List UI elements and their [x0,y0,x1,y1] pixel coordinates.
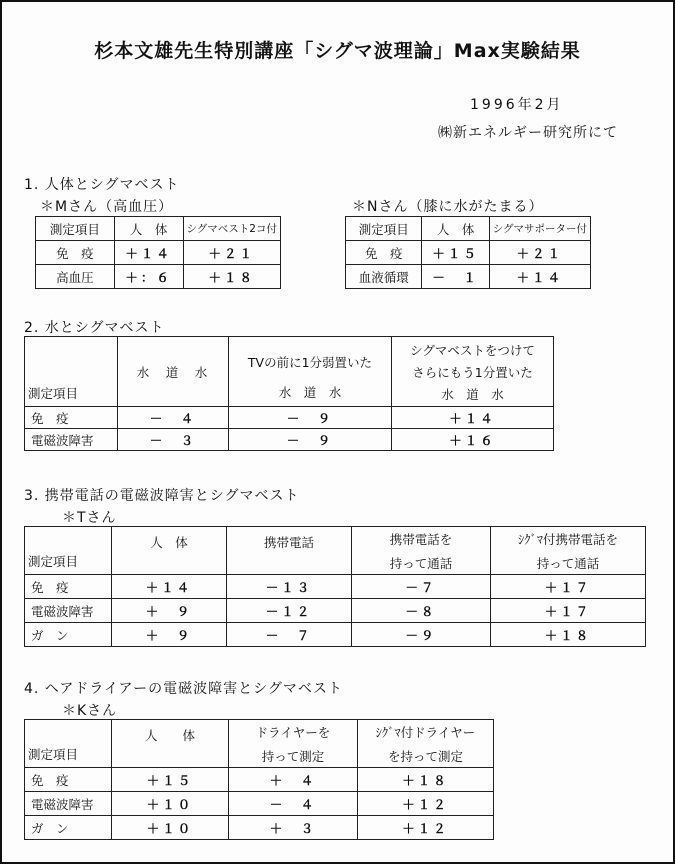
header-sigma-water [392,337,554,407]
header-item: 測定項目 [25,337,118,407]
table-row [346,241,591,265]
value-cell: ＋１０ [112,816,229,840]
header-item: 測定項目 [25,720,112,768]
header-sigma-dryer-line2: を持って測定 [387,748,463,764]
header-sigma-phone-line1: ｼｸﾞﾏ付携帯電話を [517,531,618,547]
value-cell: ＋１５ [422,241,489,265]
value-cell: －９ [352,623,491,647]
header-cell: 人 体 [422,217,489,241]
table-header-row [25,720,494,768]
value-cell: － ４ [118,407,229,429]
header-sigma-dryer [358,720,494,768]
value-cell: ＋１４ [489,265,590,289]
section3-subject: ＊Tさん [62,510,117,526]
value-cell: ＋１４ [392,407,554,429]
row-label: ガ ン [25,816,112,840]
section3-table [24,526,646,647]
row-label: 免 疫 [25,768,112,792]
row-label: 免 疫 [346,241,422,265]
table-row [36,265,281,289]
table-row [25,816,494,840]
value-cell: ＋１７ [491,575,646,599]
section1-subject-m: ＊Mさん（高血圧） [40,199,174,215]
header-dryer [229,720,358,768]
header-phone-call-line1: 携帯電話を [389,531,453,547]
table-header-row [25,527,646,575]
section4-subject: ＊Kさん [62,703,118,719]
row-label: 電磁波障害 [25,429,118,451]
section4-heading: 4. ヘアドライアーの電磁波障害とシグマベスト [24,681,343,697]
date-text: 1996年2月 [470,97,564,113]
value-cell: － ４ [229,792,358,816]
value-cell: － １ [422,265,489,289]
value-cell: ＋１５ [112,768,229,792]
value-cell: ＋ ３ [229,816,358,840]
value-cell: －８ [352,599,491,623]
row-label: 免 疫 [36,241,115,265]
row-label: 電磁波障害 [25,599,112,623]
value-cell: ＋ ９ [112,599,227,623]
value-cell: ＋：６ [114,265,183,289]
header-cell: シグマサポーター付 [489,217,590,241]
header-tv-line1: TVの前に1分弱置いた [247,354,373,370]
value-cell: － ９ [229,429,392,451]
header-tv-line2: 水 道 水 [278,384,342,400]
header-phone-call [352,527,491,575]
table-header-row [25,337,554,407]
header-body: 人 体 [112,527,227,575]
page-title: 杉本文雄先生特別講座「シグマ波理論」Max実験結果 [94,40,581,62]
value-cell: ＋２１ [489,241,590,265]
value-cell: ＋ ４ [229,768,358,792]
header-tapwater: 水 道 水 [118,337,229,407]
header-cell: 人 体 [114,217,183,241]
row-label: 電磁波障害 [25,792,112,816]
header-tv-water [229,337,392,407]
table-header-row [36,217,281,241]
value-cell: －１２ [227,599,352,623]
row-label: ガ ン [25,623,112,647]
section1-table-n [345,216,591,289]
value-cell: ＋２１ [183,241,280,265]
value-cell: ＋１４ [114,241,183,265]
section2-heading: 2. 水とシグマベスト [24,320,165,336]
header-sigma-line1: シグマベストをつけて [410,342,535,358]
header-sigma-phone-line2: 持って通話 [536,555,600,571]
header-cell: 測定項目 [36,217,115,241]
value-cell: ＋１４ [112,575,227,599]
value-cell: ＋１６ [392,429,554,451]
value-cell: ＋１８ [491,623,646,647]
value-cell: ＋ ９ [112,623,227,647]
section1-table-m [35,216,281,289]
row-label: 血液循環 [346,265,422,289]
value-cell: － ３ [118,429,229,451]
value-cell: ＋１２ [358,792,494,816]
table-row [346,265,591,289]
header-body: 人 体 [112,720,229,768]
header-phone: 携帯電話 [227,527,352,575]
section3-heading: 3. 携帯電話の電磁波障害とシグマベスト [24,488,300,504]
row-label: 免 疫 [25,575,112,599]
table-row [25,768,494,792]
header-sigma-line2: さらにもう1分置いた [412,364,533,380]
value-cell: － ９ [229,407,392,429]
value-cell: －７ [352,575,491,599]
section1-heading: 1. 人体とシグマベスト [24,177,180,193]
table-row [25,429,554,451]
header-cell: シグマベスト2コ付 [183,217,280,241]
header-sigma-dryer-line1: ｼｸﾞﾏ付ドライヤー [375,724,476,740]
header-phone-call-line2: 持って通話 [389,555,453,571]
header-dryer-line2: 持って測定 [261,748,325,764]
value-cell: ＋１８ [358,768,494,792]
section1-subject-n: ＊Nさん（膝に水がたまる） [352,199,544,215]
header-cell: 測定項目 [346,217,422,241]
section2-table [24,336,554,451]
table-header-row [346,217,591,241]
value-cell: ＋１２ [358,816,494,840]
header-dryer-line1: ドライヤーを [255,724,331,740]
value-cell: － ７ [227,623,352,647]
table-row [25,407,554,429]
value-cell: ＋１８ [183,265,280,289]
value-cell: －１３ [227,575,352,599]
section4-table [24,719,494,840]
value-cell: ＋１０ [112,792,229,816]
table-row [25,623,646,647]
header-sigma-line3: 水 道 水 [441,386,504,402]
row-label: 免 疫 [25,407,118,429]
row-label: 高血圧 [36,265,115,289]
table-row [25,575,646,599]
table-row [36,241,281,265]
table-row [25,792,494,816]
header-sigma-phone-call [491,527,646,575]
table-row [25,599,646,623]
value-cell: ＋１７ [491,599,646,623]
header-item: 測定項目 [25,527,112,575]
organization-text: ㈱新エネルギー研究所にて [438,125,618,141]
